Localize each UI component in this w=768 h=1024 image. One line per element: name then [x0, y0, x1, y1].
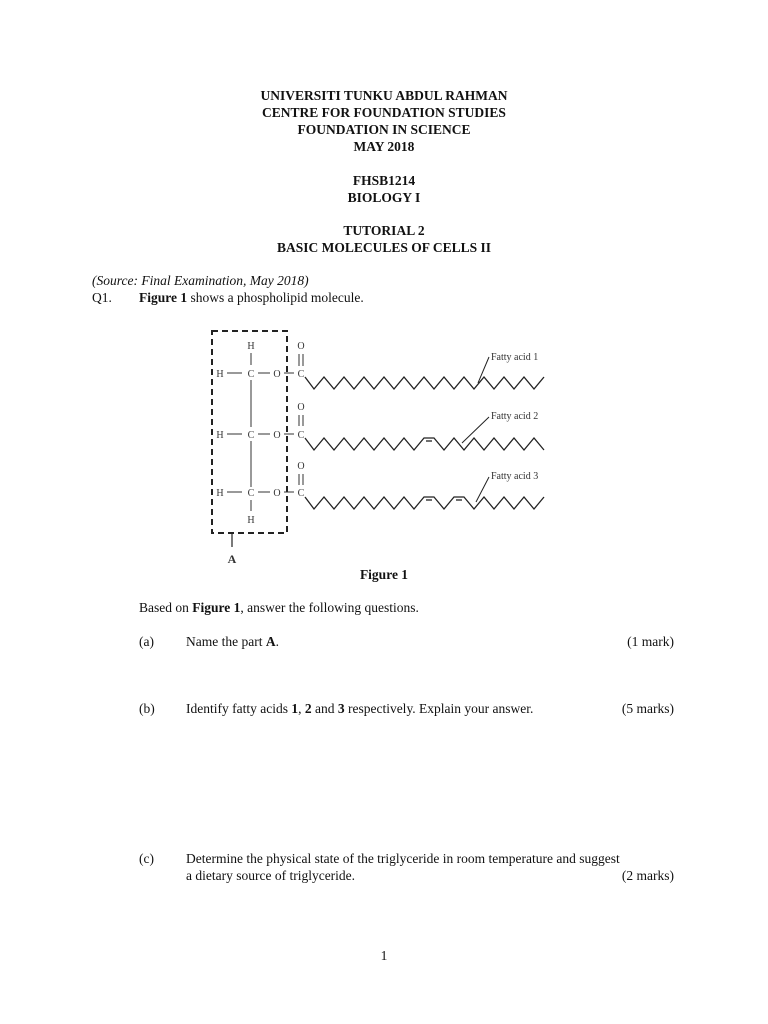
part-a-question [186, 633, 279, 650]
part-b-text: Identify fatty acids [186, 701, 292, 716]
question-intro-text: shows a phospholipid molecule. [187, 290, 364, 305]
part-b-question [186, 700, 533, 717]
part-b-num: 3 [337, 701, 345, 716]
question-intro [139, 289, 364, 306]
atom-o: O [273, 430, 281, 441]
atom-c: C [297, 488, 305, 499]
label-fatty-acid-1: Fatty acid 1 [491, 352, 539, 363]
fatty-acid-chain-3 [305, 497, 544, 509]
label-a: A [227, 552, 237, 566]
source-note: (Source: Final Examination, May 2018) [92, 273, 309, 288]
atom-h: H [247, 341, 255, 352]
part-b-label: (b) [139, 701, 155, 716]
course-code: FHSB1214 [352, 173, 416, 188]
fatty-acid-chain-1 [305, 377, 544, 389]
tutorial-number: TUTORIAL 2 [343, 223, 425, 238]
part-c-label: (c) [139, 851, 154, 866]
figure-caption: Figure 1 [359, 567, 409, 582]
page-number: 1 [380, 948, 388, 963]
atom-h: H [216, 369, 224, 380]
part-b-text: , [298, 701, 305, 716]
part-a-period: . [275, 634, 279, 649]
part-b-num: 2 [304, 701, 312, 716]
atom-h: H [216, 430, 224, 441]
atom-c: C [247, 488, 255, 499]
atom-h: H [247, 515, 255, 526]
part-c-question-line2: a dietary source of triglyceride. [186, 868, 356, 883]
part-a-bold: A [265, 634, 276, 649]
part-b-text: respectively. Explain your answer. [344, 701, 534, 716]
atom-c: C [297, 369, 305, 380]
atom-o: O [273, 488, 281, 499]
instruction [139, 599, 419, 616]
header-university: UNIVERSITI TUNKU ABDUL RAHMAN [260, 88, 508, 103]
label-fatty-acid-3: Fatty acid 3 [491, 471, 539, 482]
label-fatty-acid-2: Fatty acid 2 [491, 411, 539, 422]
atom-c: C [247, 430, 255, 441]
part-a-text: Name the part [186, 634, 266, 649]
part-a-label: (a) [139, 634, 154, 649]
fatty-acid-chain-2 [305, 438, 544, 450]
question-number: Q1. [92, 290, 112, 305]
atom-c: C [247, 369, 255, 380]
part-b-num: 1 [291, 701, 299, 716]
instruction-post: , answer the following questions. [240, 600, 419, 615]
instruction-pre: Based on [139, 600, 193, 615]
part-c-marks: (2 marks) [621, 868, 674, 883]
atom-o: O [297, 402, 305, 413]
part-c-question-line1: Determine the physical state of the triglyceride in room temperature and suggest [186, 851, 620, 866]
part-a-marks: (1 mark) [627, 634, 674, 649]
phospholipid-figure [200, 325, 570, 575]
course-title: BIOLOGY I [347, 190, 421, 205]
header-programme: FOUNDATION IN SCIENCE [297, 122, 471, 137]
atom-c: C [297, 430, 305, 441]
header-centre: CENTRE FOR FOUNDATION STUDIES [262, 105, 506, 120]
atom-o: O [297, 341, 305, 352]
instruction-figure-ref: Figure 1 [192, 600, 241, 615]
atom-h: H [216, 488, 224, 499]
part-b-marks: (5 marks) [621, 701, 674, 716]
figure-ref: Figure 1 [139, 290, 188, 305]
header-session: MAY 2018 [353, 139, 415, 154]
part-b-text: and [311, 701, 338, 716]
atom-o: O [273, 369, 281, 380]
tutorial-topic: BASIC MOLECULES OF CELLS II [276, 240, 492, 255]
atom-o: O [297, 461, 305, 472]
